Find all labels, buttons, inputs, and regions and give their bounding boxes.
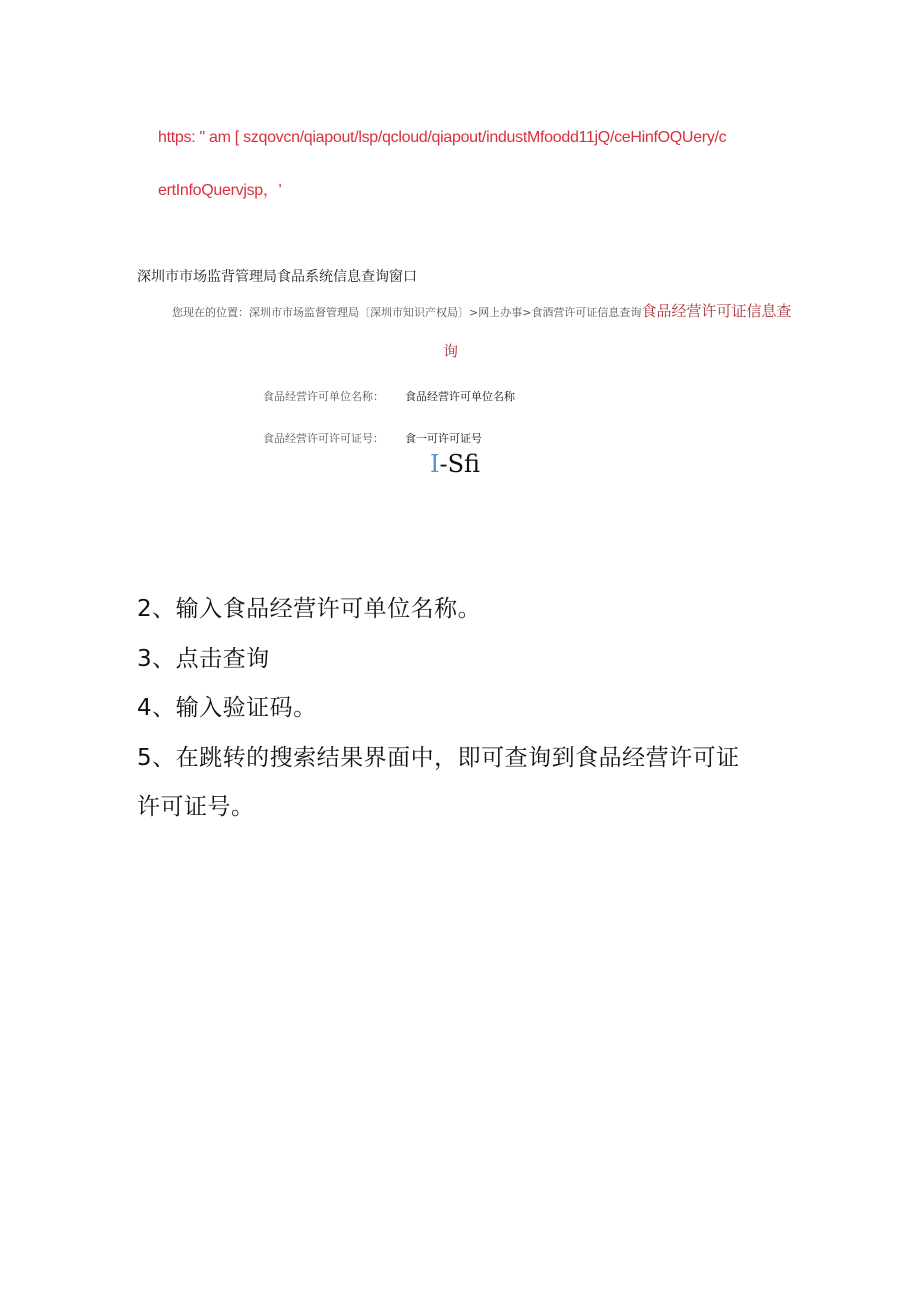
breadcrumb-current: 食品经营许可证信息查 — [641, 302, 792, 320]
query-button-label: -Sfi — [439, 450, 481, 478]
step-5-text-line-2: 许可证号。 — [137, 794, 255, 820]
query-button[interactable] — [430, 450, 480, 478]
license-number-input[interactable]: 食一可许可证号 — [405, 432, 482, 445]
business-name-label: 食品经营许可单位名称： — [263, 390, 384, 403]
breadcrumb-current-wrap: 询 — [443, 342, 459, 360]
step-5-text-line-1: 5、在跳转的搜索结果界面中，即可查询到食品经营许可证 — [137, 745, 740, 771]
breadcrumb-path[interactable]: 您现在的位置：深圳市市场监督管理局〔深圳市知识产权局〕>网上办事>食酒营许可证信息查询 — [172, 306, 642, 319]
panel-title: 深圳市市场监背管理局食品系统信息查询窗口 — [137, 269, 417, 285]
business-name-input[interactable]: 食品经营许可单位名称 — [405, 390, 515, 403]
step-3-text: 3、点击查询 — [137, 646, 270, 672]
step-2-text: 2、输入食品经营许可单位名称。 — [137, 596, 482, 622]
text-cursor-icon: I — [430, 450, 440, 478]
step-4-text: 4、输入验证码。 — [137, 695, 317, 721]
url-line-2[interactable]: ertInfoQuervjsp，' — [158, 182, 282, 199]
breadcrumb — [172, 300, 791, 321]
license-number-label: 食品经营许可许可证号： — [263, 432, 384, 445]
url-line-1[interactable]: https: " am [ szqovcn/qiapout/lsp/qcloud/qiapout/industMfoodd11jQ/ceHinfOQUery/c — [158, 129, 727, 146]
